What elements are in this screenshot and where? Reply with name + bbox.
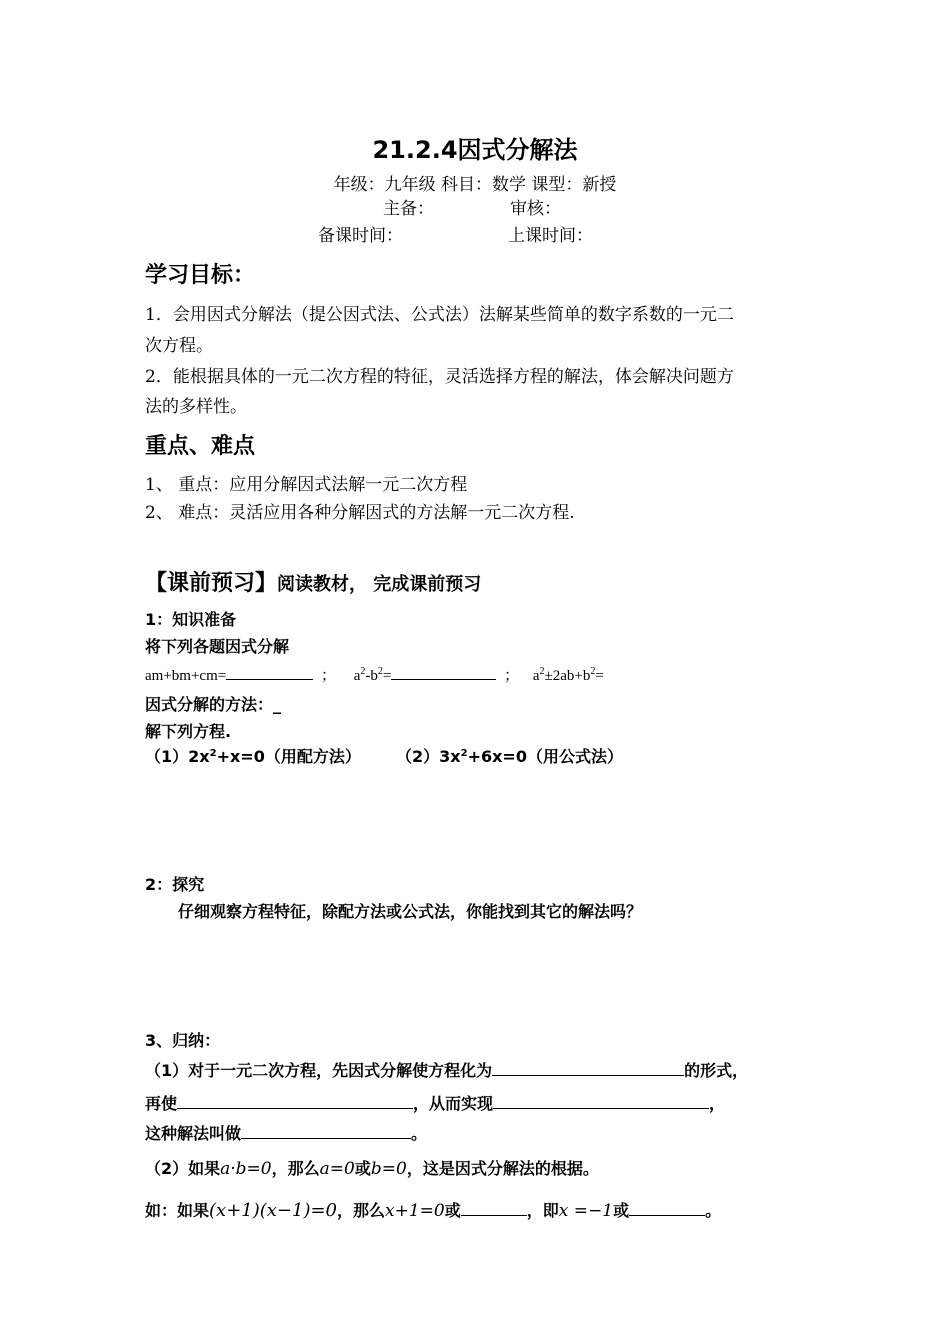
preparer-label: 主备： (383, 199, 434, 219)
section-2-text: 仔细观察方程特征，除配方法或公式法，你能找到其它的解法吗？ (178, 902, 643, 921)
math-a-zero: a=0 (319, 1159, 355, 1179)
goal-1-line-2: 次方程。 (145, 336, 213, 356)
blank-example-1[interactable] (461, 1199, 527, 1216)
summary-line-3: 这种解法叫做 。 (145, 1124, 428, 1143)
key-point-1: 1、 重点：应用分解因式法解一元二次方程 (145, 475, 468, 495)
goal-1-line-1: 1．会用因式分解法（提公因式法、公式法）法解某些简单的数字系数的一元二 (145, 305, 734, 325)
expr-1: am+bm+cm= (145, 668, 227, 684)
summary-line-1: （1）对于一元二次方程，先因式分解使方程化为 的形式， (145, 1061, 749, 1080)
example-line: 如：如果(x+1)(x−1)=0，那么x+1=0或 ，即x =−1或 。 (145, 1200, 722, 1221)
blank-make[interactable] (177, 1092, 413, 1109)
section-2-title: 2：探究 (145, 875, 205, 894)
prep-time-label: 备课时间： (318, 226, 403, 246)
blank-2[interactable] (391, 663, 496, 680)
section-3-title: 3、归纳： (145, 1031, 221, 1050)
math-x-plus-1: x+1=0 (385, 1201, 445, 1221)
math-product-zero: (x+1)(x−1)=0 (209, 1200, 338, 1221)
blank-example-2[interactable] (629, 1199, 705, 1216)
preview-heading-rest: 阅读教材， 完成课前预习 (277, 574, 482, 595)
info-line: 年级：九年级 科目：数学 课型：新授 (333, 175, 617, 195)
goals-heading: 学习目标： (145, 263, 256, 288)
preview-heading (145, 566, 481, 597)
section-1-subtitle: 将下列各题因式分解 (145, 637, 290, 656)
sep-1: ； (320, 668, 336, 684)
blank-method-name[interactable] (241, 1122, 411, 1139)
key-point-2: 2、 难点：灵活应用各种分解因式的方法解一元二次方程. (145, 503, 575, 523)
key-points-heading: 重点、难点 (145, 434, 256, 459)
expr-3: $a^2\pm 2ab+b^2=$ (532, 666, 604, 684)
math-b-zero: b=0 (370, 1159, 407, 1179)
preview-heading-bracket: 【课前预习】 (145, 571, 278, 596)
goal-2-line-2: 法的多样性。 (145, 397, 247, 417)
summary-line-2: 再使 ，从而实现 ， (145, 1094, 726, 1113)
blank-1[interactable] (226, 663, 313, 680)
class-time-label: 上课时间： (508, 226, 593, 246)
math-ab-zero: a·b=0 (220, 1159, 272, 1179)
math-x-neg-1: x =−1 (558, 1201, 614, 1221)
page-title: 21.2.4因式分解法 (372, 136, 578, 164)
summary-line-4: （2）如果a·b=0，那么a=0或b=0，这是因式分解法的根据。 (145, 1159, 599, 1179)
equation-1: $(1)2x^2+x=0$（用配方法） (145, 747, 361, 766)
expr-2: $a^2-b^2=$ (353, 666, 392, 684)
factor-expressions (145, 663, 604, 685)
solve-label: 解下列方程. (145, 722, 232, 741)
goal-2-line-1: 2．能根据具体的一元二次方程的特征，灵活选择方程的解法，体会解决问题方 (145, 367, 734, 387)
reviewer-label: 审核： (510, 199, 561, 219)
blank-form[interactable] (492, 1059, 684, 1076)
blank-achieve[interactable] (493, 1092, 709, 1109)
sep-2: ； (504, 668, 520, 684)
section-1-title: 1：知识准备 (145, 610, 237, 629)
equation-2: $(2)3x^2+6x=0$（用公式法） (396, 747, 623, 766)
method-label: 因式分解的方法：_ (145, 695, 282, 714)
